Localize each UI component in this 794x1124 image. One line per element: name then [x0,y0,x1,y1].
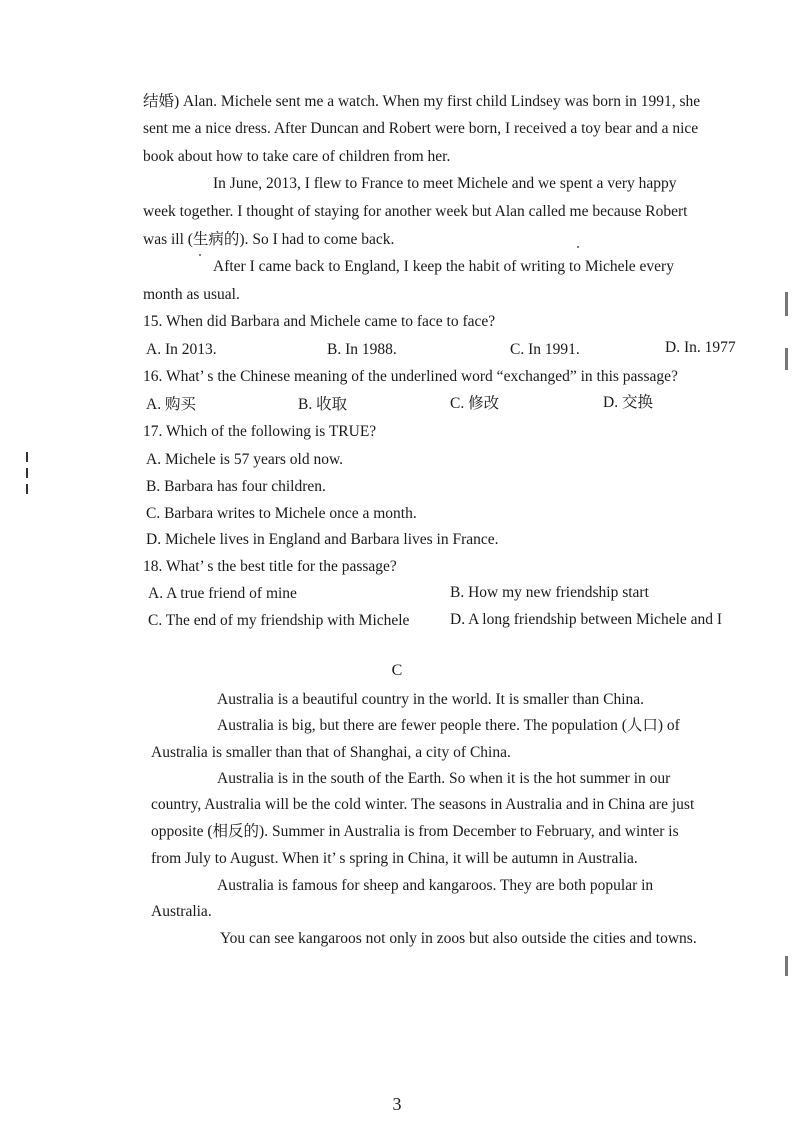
option-c: C. Barbara writes to Michele once a month. [146,505,417,522]
scan-speck [577,246,579,248]
binding-marks [26,452,28,498]
option-c: C. 修改 [450,395,500,412]
question-stem: 17. Which of the following is TRUE? [143,423,377,440]
question-stem: 18. What’ s the best title for the passage? [143,558,397,575]
passage-line: sent me a nice dress. After Duncan and Robert were born, I received a toy bear and a nice [143,120,699,137]
question-stem: 15. When did Barbara and Michele came to face to face? [143,313,496,330]
option-b: B. In 1988. [327,341,397,358]
option-d: D. 交换 [603,394,653,411]
option-b: B. How my new friendship start [450,584,649,601]
passage-line: Australia is in the south of the Earth. So when it is the hot summer in our [217,770,671,787]
option-a: A. 购买 [146,396,196,413]
passage-line: book about how to take care of children from her. [143,148,451,165]
question-stem: 16. What’ s the Chinese meaning of the underlined word “exchanged” in this passage? [143,368,678,385]
passage-line: Australia is a beautiful country in the world. It is smaller than China. [217,691,645,708]
page-number: 3 [392,1094,402,1114]
edge-mark [785,348,788,370]
option-b: B. 收取 [298,396,348,413]
option-a: A. Michele is 57 years old now. [146,451,344,468]
option-d: D. A long friendship between Michele and I [450,611,723,628]
option-b: B. Barbara has four children. [146,478,326,495]
passage-line: You can see kangaroos not only in zoos but also outside the cities and towns. [220,930,697,947]
section-title: C [391,662,403,679]
passage-line: Australia is smaller than that of Shanghai, a city of China. [151,744,511,761]
scan-speck [199,254,201,256]
passage-line: In June, 2013, I flew to France to meet Michele and we spent a very happy [213,175,677,192]
edge-mark [785,292,788,316]
passage-line: 结婚) Alan. Michele sent me a watch. When my first child Lindsey was born in 1991, she [143,93,701,110]
passage-line: After I came back to England, I keep the habit of writing to Michele every [213,258,674,275]
option-c: C. In 1991. [510,341,580,358]
option-c: C. The end of my friendship with Michele [148,612,410,629]
passage-line: from July to August. When it’ s spring in China, it will be autumn in Australia. [151,850,638,867]
passage-line: country, Australia will be the cold winter. The seasons in Australia and in China are just [151,796,695,813]
option-a: A. In 2013. [146,341,217,358]
passage-line: Australia is big, but there are fewer people there. The population (人口) of [217,717,680,734]
edge-mark [785,956,788,976]
passage-line: opposite (相反的). Summer in Australia is from December to February, and winter is [151,823,679,840]
passage-line: Australia. [151,903,212,920]
option-d: D. In. 1977 [665,339,736,356]
option-d: D. Michele lives in England and Barbara lives in France. [146,531,499,548]
passage-line: week together. I thought of staying for another week but Alan called me because Robert [143,203,688,220]
option-a: A. A true friend of mine [148,585,297,602]
passage-line: was ill (生病的). So I had to come back. [143,231,395,248]
passage-line: month as usual. [143,286,240,303]
passage-line: Australia is famous for sheep and kangaroos. They are both popular in [217,877,654,894]
